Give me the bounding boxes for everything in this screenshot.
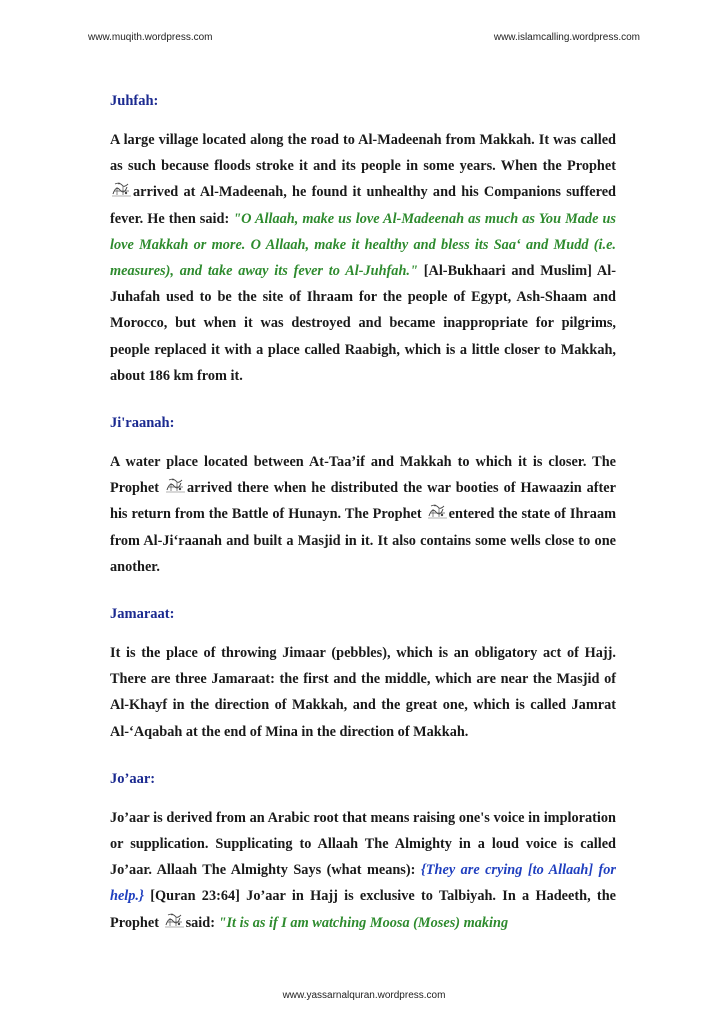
- section-title-jiraanah: Ji'raanah:: [110, 415, 175, 432]
- hadith-quote: "It is as if I am watching Moosa (Moses) making: [218, 914, 509, 931]
- footer-url: www.yassarnalquran.wordpress.com: [282, 990, 446, 1001]
- text-span: A large village located along the road to Al-Madeenah from Makkah. It was called as such because floods stroke it and its people in some years. When the Prophet: [110, 132, 616, 175]
- section-title-jamaraat: Jamaraat:: [110, 606, 175, 623]
- text-span: said:: [185, 914, 219, 931]
- text-span: A water place located between At-Taa’if and Makkah to which it is closer. The Prophet: [110, 454, 616, 497]
- section-title-joaar: Jo’aar:: [110, 770, 156, 787]
- text-span: [Al-Bukhaari and Muslim] Al-Juhafah used to be the site of Ihraam for the people of Egypt, Ash-Shaam and Morocco, but when it was destroyed and became inappropriate for pilgrims, people replaced it with a place called Raabigh, which is a little closer to Makkah, about 186 km from it.: [110, 263, 616, 384]
- text-span: arrived there when he distributed the war booties of Hawaazin after his return from the Battle of Hunayn. The Prophet: [110, 480, 617, 523]
- header-left-url: www.muqith.wordpress.com: [88, 32, 213, 43]
- text-span: entered the state of Ihraam from Al-Ji‘raanah and built a Masjid in it. It also contains some wells close to one another.: [110, 506, 616, 575]
- quran-quote: {They are crying [to Allaah] for help.}: [110, 862, 616, 905]
- paragraph-joaar: [110, 805, 616, 936]
- hadith-quote: "O Allaah, make us love Al-Madeenah as much as You Made us love Makkah or more. O Allaah, make it healthy and bless its Saa‘ and Mudd (i.e. measures), and take away its fever to Al-Juhfah.": [110, 210, 616, 280]
- paragraph-jamaraat: [110, 640, 616, 745]
- calligraphy-pbuh-icon: [111, 181, 132, 197]
- text-span: It is the place of throwing Jimaar (pebbles), which is an obligatory act of Hajj. There are three Jamaraat: the first and the middle, which are near the Masjid of Al-Khayf in the direction of Makkah, and the great one, which is called Jamrat Al-‘Aqabah at the end of Mina in the direction of Makkah.: [110, 645, 616, 740]
- text-span: [Quran 23:64] Jo’aar in Hajj is exclusive to Talbiyah. In a Hadeeth, the Prophet: [110, 888, 616, 931]
- section-title-juhfah: Juhfah:: [110, 93, 159, 109]
- calligraphy-pbuh-icon: [164, 912, 185, 928]
- calligraphy-pbuh-icon: [165, 477, 186, 493]
- text-span: Jo’aar is derived from an Arabic root that means raising one's voice in imploration or supplication. Supplicating to Allaah The Almighty in a loud voice is called Jo’aar. Allaah The Almighty Says (what means):: [110, 809, 616, 879]
- paragraph-jiraanah: [110, 449, 616, 580]
- header-right-url: www.islamcalling.wordpress.com: [493, 32, 640, 43]
- calligraphy-pbuh-icon: [427, 503, 448, 519]
- text-span: arrived at Al-Madeenah, he found it unhealthy and his Companions suffered fever. He then said:: [110, 184, 616, 227]
- paragraph-juhfah: [110, 127, 616, 389]
- document-body: [110, 88, 616, 957]
